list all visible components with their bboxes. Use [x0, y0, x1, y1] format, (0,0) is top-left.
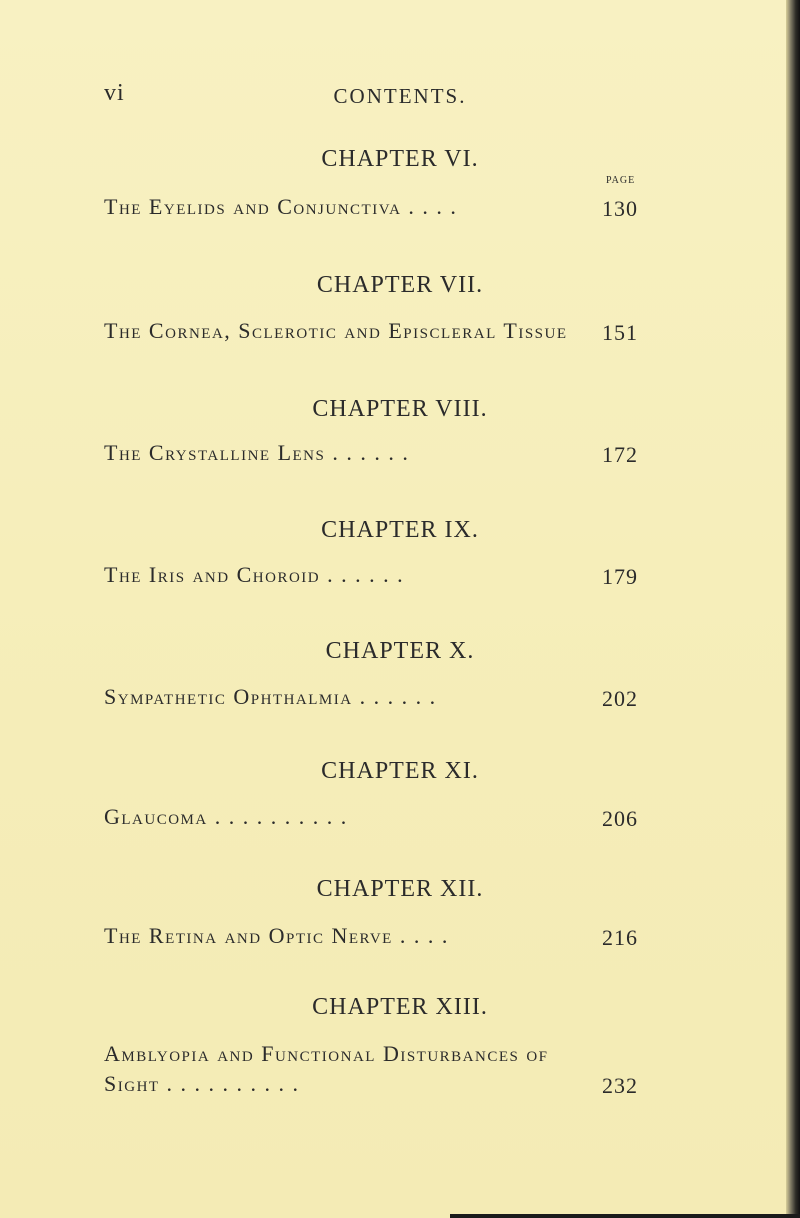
chapter-heading: CHAPTER XII.: [316, 876, 484, 902]
toc-entry-title: Glaucoma . . . . . . . . . .: [104, 804, 348, 829]
toc-entry-title: The Retina and Optic Nerve . . . .: [104, 923, 449, 948]
chapter-heading: CHAPTER XIII.: [312, 994, 488, 1020]
toc-entry-page: 130: [602, 196, 638, 221]
toc-entry-page: 151: [602, 320, 638, 345]
page-column-label: PAGE: [606, 175, 636, 186]
toc-entry-page: 206: [602, 806, 638, 831]
toc-entry-page: 179: [602, 564, 638, 589]
toc-entry-page: 216: [602, 925, 638, 950]
toc-entry-title: The Eyelids and Conjunctiva . . . .: [104, 194, 458, 219]
toc-entry-page: 202: [602, 686, 638, 711]
chapter-heading: CHAPTER XI.: [321, 758, 479, 784]
chapter-heading: CHAPTER VI.: [321, 146, 479, 172]
chapter-heading: CHAPTER IX.: [321, 517, 479, 543]
page-folio: vi: [104, 80, 125, 106]
toc-entry-page: 172: [602, 442, 638, 467]
toc-entry-title-continued: Sight . . . . . . . . . .: [104, 1071, 300, 1096]
chapter-heading: CHAPTER X.: [325, 638, 475, 664]
page-edge-shadow: [786, 0, 800, 1218]
toc-entry-page: 232: [602, 1073, 638, 1098]
toc-entry-title: The Cornea, Sclerotic and Episcleral Tissue: [104, 318, 568, 343]
chapter-heading: CHAPTER VIII.: [312, 396, 488, 422]
running-title: CONTENTS.: [333, 84, 467, 108]
chapter-heading: CHAPTER VII.: [316, 272, 484, 298]
page-bottom-shadow: [450, 1214, 800, 1218]
toc-entry-title: The Iris and Choroid . . . . . .: [104, 562, 405, 587]
toc-entry-title: The Crystalline Lens . . . . . .: [104, 440, 410, 465]
toc-entry-title: Amblyopia and Functional Disturbances of: [104, 1041, 549, 1066]
toc-entry-title: Sympathetic Ophthalmia . . . . . .: [104, 684, 437, 709]
